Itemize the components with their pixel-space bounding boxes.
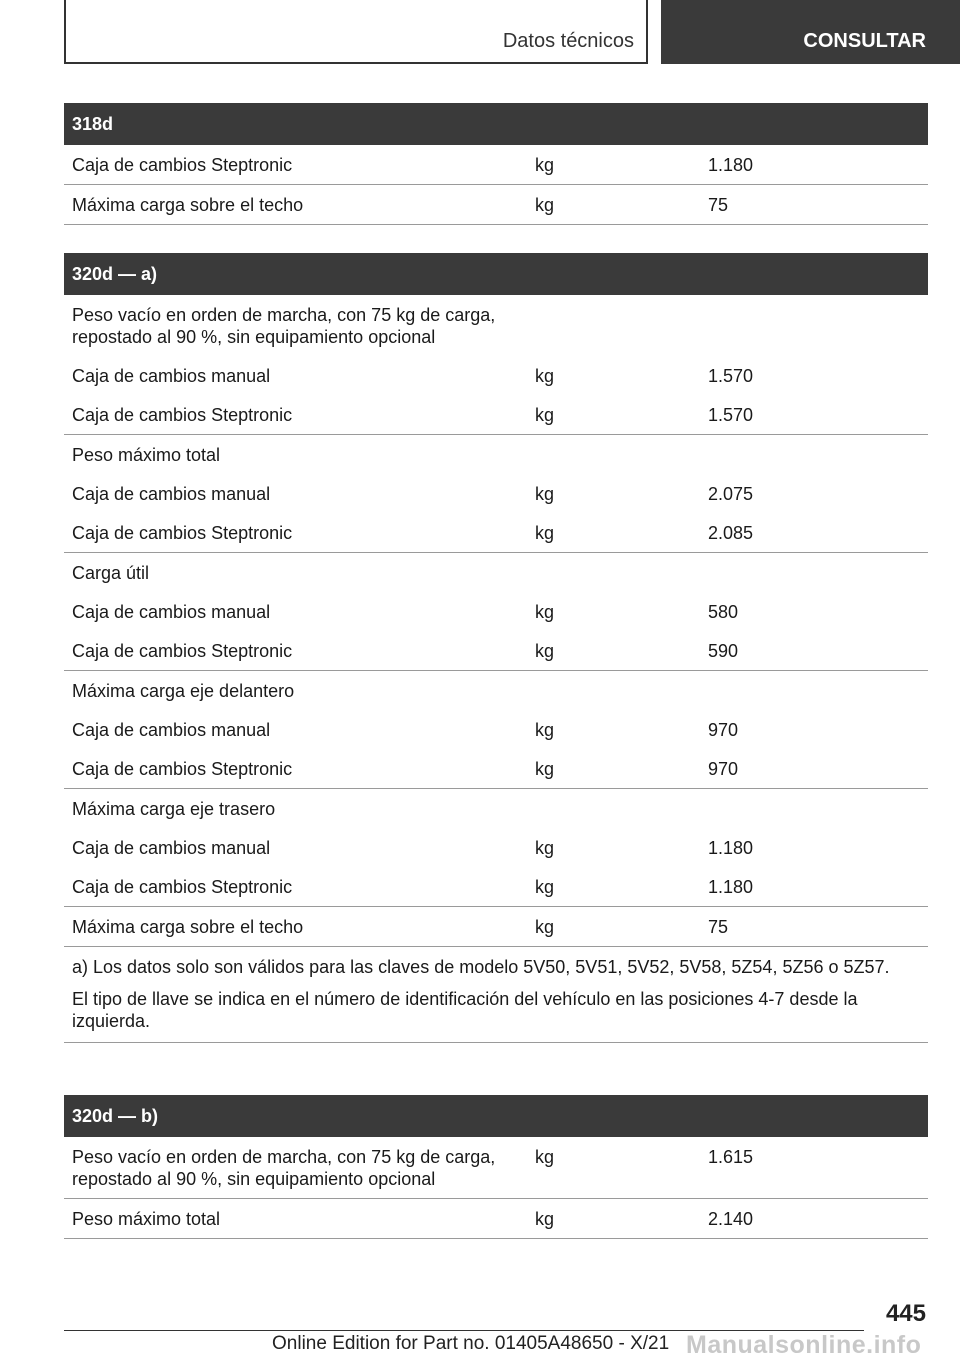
group-title: Peso vacío en orden de marcha, con 75 kg de carga, repostado al 90 %, sin equipamiento opcional <box>72 305 496 347</box>
row-value: 75 <box>698 907 928 947</box>
row-unit: kg <box>525 1199 698 1239</box>
footnote-key-info: El tipo de llave se indica en el número de identificación del vehículo en las posiciones 4-7 desde la izquierda. <box>72 989 858 1031</box>
row-unit: kg <box>535 838 555 858</box>
group-heading <box>64 435 928 475</box>
table-row <box>64 710 928 749</box>
row-label: Caja de cambios Steptronic <box>72 759 293 779</box>
row-unit: kg <box>535 484 555 504</box>
row-unit: kg <box>535 720 555 740</box>
consultar-tab[interactable]: CONSULTAR <box>661 0 960 64</box>
group-title: Máxima carga eje trasero <box>64 789 525 829</box>
table-320d-b <box>64 1095 928 1239</box>
row-unit: kg <box>525 907 698 947</box>
row-label: Máxima carga sobre el techo <box>64 185 525 225</box>
row-value: 1.180 <box>708 877 754 897</box>
row-label: Máxima carga sobre el techo <box>64 907 525 947</box>
table-row <box>64 749 928 789</box>
table-row <box>64 395 928 435</box>
row-value: 590 <box>708 641 739 661</box>
section-title: Datos técnicos <box>502 30 634 52</box>
row-value: 75 <box>698 185 928 225</box>
table-row <box>64 867 928 907</box>
row-value: 970 <box>708 759 739 779</box>
table-row <box>64 1137 928 1199</box>
row-label: Caja de cambios manual <box>72 602 271 622</box>
row-value: 1.570 <box>708 405 754 425</box>
row-label: Peso vacío en orden de marcha, con 75 kg de carga, repostado al 90 %, sin equipamiento opcional <box>72 1147 496 1189</box>
row-label: Caja de cambios Steptronic <box>72 641 293 661</box>
row-label: Caja de cambios manual <box>72 366 271 386</box>
table-row <box>64 474 928 513</box>
table-title: 320d — a) <box>64 253 928 295</box>
table-row <box>64 185 928 225</box>
row-unit: kg <box>535 602 555 622</box>
row-value: 1.570 <box>708 366 754 386</box>
group-title: Carga útil <box>64 553 525 593</box>
row-unit: kg <box>535 155 555 175</box>
group-heading <box>64 671 928 711</box>
page-number: 445 <box>885 1300 926 1327</box>
group-heading <box>64 295 928 356</box>
row-label: Caja de cambios manual <box>72 720 271 740</box>
footnote-a: a) Los datos solo son válidos para las claves de modelo 5V50, 5V51, 5V52, 5V58, 5Z54, 5Z56 o 5Z57. <box>72 957 890 977</box>
table-row <box>64 145 928 185</box>
row-label: Peso máximo total <box>64 1199 525 1239</box>
row-unit: kg <box>535 366 555 386</box>
row-unit: kg <box>535 641 555 661</box>
row-unit: kg <box>535 759 555 779</box>
table-title: 320d — b) <box>64 1095 928 1137</box>
row-unit: kg <box>535 877 555 897</box>
group-title: Peso máximo total <box>64 435 525 475</box>
row-label: Caja de cambios manual <box>72 838 271 858</box>
row-label: Caja de cambios Steptronic <box>72 155 293 175</box>
row-value: 580 <box>708 602 739 622</box>
row-value: 2.075 <box>708 484 754 504</box>
footnote-row <box>64 947 928 1043</box>
row-value: 1.180 <box>708 838 754 858</box>
table-title: 318d <box>64 103 928 145</box>
row-unit: kg <box>535 405 555 425</box>
watermark: Manualsonline.info <box>686 1331 922 1359</box>
table-row <box>64 631 928 671</box>
row-unit: kg <box>525 185 698 225</box>
row-unit: kg <box>535 523 555 543</box>
row-label: Caja de cambios Steptronic <box>72 877 293 897</box>
group-title: Máxima carga eje delantero <box>64 671 525 711</box>
row-value: 1.180 <box>708 155 754 175</box>
group-heading <box>64 789 928 829</box>
row-value: 2.085 <box>708 523 754 543</box>
table-row <box>64 907 928 947</box>
row-label: Caja de cambios Steptronic <box>72 405 293 425</box>
row-label: Caja de cambios Steptronic <box>72 523 293 543</box>
edition-note: Online Edition for Part no. 01405A48650 - X/21 <box>272 1333 670 1354</box>
table-row <box>64 1199 928 1239</box>
table-row <box>64 592 928 631</box>
row-value: 970 <box>708 720 739 740</box>
row-unit: kg <box>535 1147 555 1167</box>
group-heading <box>64 553 928 593</box>
table-318d <box>64 103 928 225</box>
row-value: 1.615 <box>708 1147 754 1167</box>
table-320d-a <box>64 253 928 1043</box>
row-value: 2.140 <box>698 1199 928 1239</box>
table-row <box>64 513 928 553</box>
row-label: Caja de cambios manual <box>72 484 271 504</box>
table-row <box>64 828 928 867</box>
table-row <box>64 356 928 395</box>
